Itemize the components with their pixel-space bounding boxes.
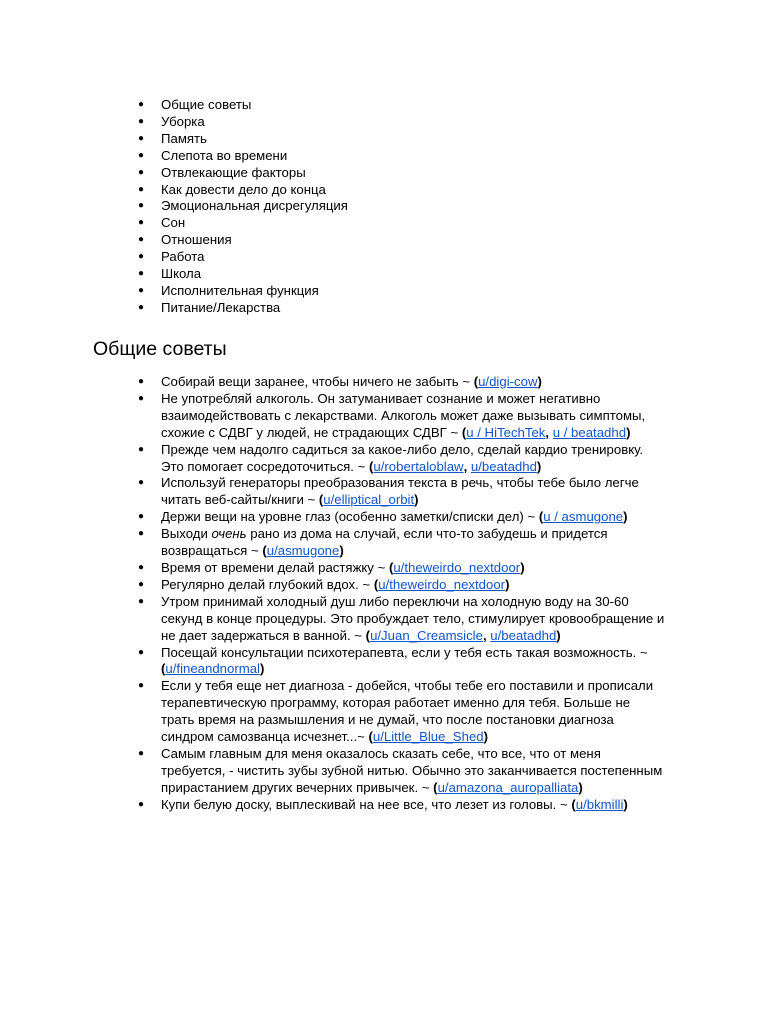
toc-item[interactable]: ● Исполнительная функция	[136, 283, 696, 300]
tip-text: Прежде чем надолго садиться за какое-либо дело, сделай кардио тренировку. Это помогает сосредоточиться. ~	[161, 441, 644, 474]
toc-item[interactable]: ● Память	[136, 131, 696, 148]
toc-item[interactable]: ● Питание/Лекарства	[136, 300, 696, 317]
section-heading: Общие советы	[93, 338, 227, 360]
table-of-contents	[136, 97, 696, 317]
tip-item: ● Посещай консультации психотерапевта, если у тебя есть такая возможность. ~ (u/fineandnormal)	[136, 645, 666, 679]
tip-text: Не употребляй алкоголь. Он затуманивает сознание и может негативно взаимодействовать с лекарствами. Алкоголь может даже вызывать симптомы, схожие с СДВГ у людей, не страдающих СДВГ ~	[161, 390, 646, 440]
tip-text: Регулярно делай глубокий вдох. ~	[161, 576, 374, 592]
tip-emphasis: очень	[211, 526, 247, 542]
toc-item[interactable]: ● Общие советы	[136, 97, 696, 114]
toc-item[interactable]: ● Слепота во времени	[136, 148, 696, 165]
tip-item: ● Не употребляй алкоголь. Он затуманивает сознание и может негативно взаимодействовать с лекарствами. Алкоголь может даже вызывать симптомы, схожие с СДВГ у людей, не страдающих СДВГ ~ (u / HiTechTek, u / beatadhd)	[136, 391, 666, 442]
toc-item[interactable]: ● Работа	[136, 249, 696, 266]
tip-item: ● Утром принимай холодный душ либо переключи на холодную воду на 30-60 секунд в конце процедуры. Это пробуждает тело, стимулирует кровообращение и не дает задержаться в ванной. ~ (u/Juan_Creamsicle, u/beatadhd)	[136, 594, 666, 645]
tip-item: ● Если у тебя еще нет диагноза - добейся, чтобы тебе его поставили и прописали терапевтическую программу, которая работает именно для тебя. Больше не трать время на размышления и не думай, что после постановки диагноза синдром самозванца исчезнет...~ (u/Little_Blue_Shed)	[136, 678, 666, 746]
tip-text: Посещай консультации психотерапевта, если у тебя есть такая возможность. ~	[161, 644, 648, 660]
user-link[interactable]: u/amazona_auropalliata	[437, 779, 579, 795]
toc-item[interactable]: ● Как довести дело до конца	[136, 182, 696, 199]
tip-text: Собирай вещи заранее, чтобы ничего не забыть ~	[161, 374, 474, 389]
user-link[interactable]: u/digi-cow	[478, 374, 538, 389]
toc-item[interactable]: ● Отношения	[136, 232, 696, 249]
user-link[interactable]: u/Little_Blue_Shed	[372, 729, 484, 745]
tip-text: Утром принимай холодный душ либо переключи на холодную воду на 30-60 секунд в конце процедуры. Это пробуждает тело, стимулирует кровообращение и не дает задержаться в ванной. ~	[161, 593, 665, 643]
user-link[interactable]: u/theweirdo_nextdoor	[393, 559, 521, 575]
tip-item: ● Выходи очень рано из дома на случай, если что-то забудешь и придется возвращаться ~ (u/asmugone)	[136, 526, 666, 560]
tip-text: Держи вещи на уровне глаз (особенно заметки/списки дел) ~	[161, 509, 539, 525]
user-link[interactable]: u/robertaloblaw	[373, 458, 464, 474]
user-link[interactable]: u/fineandnormal	[165, 661, 260, 677]
user-link[interactable]: u/elliptical_orbit	[323, 492, 415, 508]
toc-item[interactable]: ● Уборка	[136, 114, 696, 131]
toc-item[interactable]: ● Школа	[136, 266, 696, 283]
user-link[interactable]: u/Juan_Creamsicle	[370, 627, 483, 643]
tips-list	[136, 374, 666, 814]
tip-item: ● Собирай вещи заранее, чтобы ничего не забыть ~ (u/digi-cow)	[136, 374, 666, 391]
tip-item: ● Держи вещи на уровне глаз (особенно заметки/списки дел) ~ (u / asmugone)	[136, 509, 666, 526]
user-link[interactable]: u / asmugone	[543, 509, 624, 525]
tip-item: ● Регулярно делай глубокий вдох. ~ (u/theweirdo_nextdoor)	[136, 577, 666, 594]
user-link[interactable]: u/beatadhd	[490, 627, 557, 643]
user-link[interactable]: u/bkmilli	[575, 796, 624, 812]
tip-item: ● Используй генераторы преобразования текста в речь, чтобы тебе было легче читать веб-сайты/книги ~ (u/elliptical_orbit)	[136, 475, 666, 509]
tip-item: ● Прежде чем надолго садиться за какое-либо дело, сделай кардио тренировку. Это помогает сосредоточиться. ~ (u/robertaloblaw, u/beatadhd)	[136, 442, 666, 476]
tip-item: ● Самым главным для меня оказалось сказать себе, что все, что от меня требуется, - чистить зубы зубной нитью. Обычно это заканчивается постепенным прирастанием других вечерних привычек. ~ (u/amazona_auropalliata)	[136, 746, 666, 797]
tip-text: Если у тебя еще нет диагноза - добейся, чтобы тебе его поставили и прописали терапевтическую программу, которая работает именно для тебя. Больше не трать время на размышления и не думай, что после постановки диагноза синдром самозванца исчезнет...~	[161, 678, 654, 745]
tip-text: Используй генераторы преобразования текста в речь, чтобы тебе было легче читать веб-сайты/книги ~	[161, 475, 639, 508]
tip-text: Время от времени делай растяжку ~	[161, 559, 389, 575]
toc-item[interactable]: ● Эмоциональная дисрегуляция	[136, 198, 696, 215]
user-link[interactable]: u/beatadhd	[470, 458, 537, 474]
tip-item: ● Время от времени делай растяжку ~ (u/theweirdo_nextdoor)	[136, 560, 666, 577]
toc-item[interactable]: ● Отвлекающие факторы	[136, 165, 696, 182]
user-link[interactable]: u / HiTechTek	[466, 424, 546, 440]
toc-item[interactable]: ● Сон	[136, 215, 696, 232]
user-link[interactable]: u / beatadhd	[552, 424, 627, 440]
tip-text: Самым главным для меня оказалось сказать себе, что все, что от меня требуется, - чистить зубы зубной нитью. Обычно это заканчивается постепенным прирастанием других вечерних привычек. ~	[161, 745, 663, 795]
user-link[interactable]: u/theweirdo_nextdoor	[378, 576, 506, 592]
tip-text: Купи белую доску, выплескивай на нее все, что лезет из головы. ~	[161, 796, 572, 812]
tip-text: рано из дома на случай, если что-то забудешь и придется возвращаться ~	[161, 526, 608, 559]
tip-text: Выходи	[161, 526, 212, 542]
user-link[interactable]: u/asmugone	[266, 543, 340, 559]
tip-item: ● Купи белую доску, выплескивай на нее все, что лезет из головы. ~ (u/bkmilli)	[136, 797, 666, 814]
